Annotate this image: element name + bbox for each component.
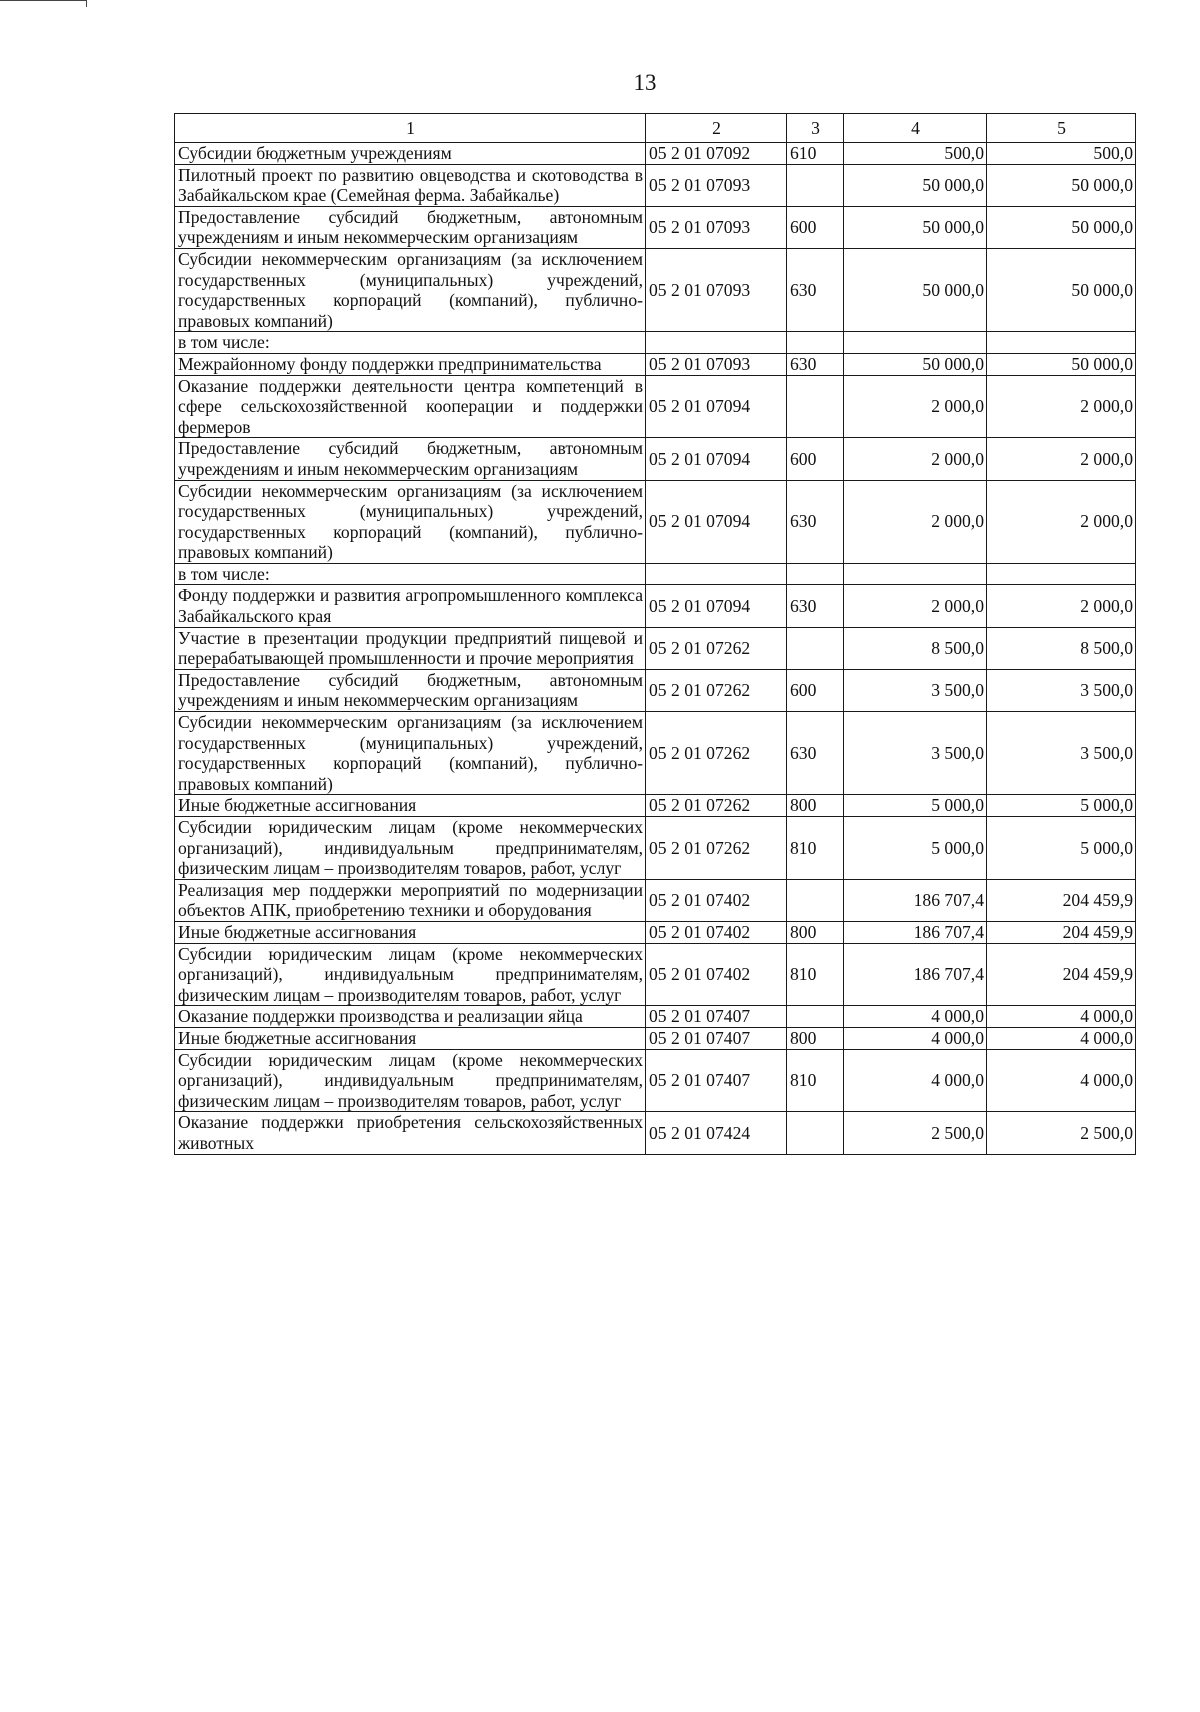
table-row bbox=[175, 795, 1136, 817]
row-name: Оказание поддержки приобретения сельскохозяйственных животных bbox=[175, 1112, 646, 1154]
row-value-year-2: 204 459,9 bbox=[987, 921, 1136, 943]
row-expense-type: 630 bbox=[787, 248, 844, 331]
row-code: 05 2 01 07094 bbox=[646, 438, 787, 480]
row-value-year-2: 50 000,0 bbox=[987, 164, 1136, 206]
row-name: Субсидии некоммерческим организациям (за исключением государственных (муниципальных) учреждений, государственных корпораций (компаний), публично-правовых компаний) bbox=[175, 712, 646, 795]
row-expense-type: 600 bbox=[787, 438, 844, 480]
row-code: 05 2 01 07092 bbox=[646, 143, 787, 165]
row-expense-type: 630 bbox=[787, 353, 844, 375]
row-value-year-2: 50 000,0 bbox=[987, 353, 1136, 375]
table-row bbox=[175, 712, 1136, 795]
table-row bbox=[175, 480, 1136, 563]
table-row bbox=[175, 1027, 1136, 1049]
table-row bbox=[175, 943, 1136, 1006]
row-expense-type: 800 bbox=[787, 1027, 844, 1049]
row-value-year-1: 50 000,0 bbox=[844, 206, 987, 248]
row-code: 05 2 01 07093 bbox=[646, 164, 787, 206]
budget-table bbox=[174, 113, 1136, 1155]
row-value-year-1: 50 000,0 bbox=[844, 164, 987, 206]
header-col-3: 3 bbox=[787, 114, 844, 143]
row-expense-type: 800 bbox=[787, 795, 844, 817]
table-body bbox=[175, 143, 1136, 1155]
table-row bbox=[175, 1112, 1136, 1154]
row-expense-type: 800 bbox=[787, 921, 844, 943]
row-name: в том числе: bbox=[175, 563, 646, 585]
row-value-year-1: 8 500,0 bbox=[844, 627, 987, 669]
row-name: Предоставление субсидий бюджетным, автономным учреждениям и иным некоммерческим организациям bbox=[175, 206, 646, 248]
row-code: 05 2 01 07094 bbox=[646, 585, 787, 627]
row-code: 05 2 01 07094 bbox=[646, 375, 787, 438]
row-code: 05 2 01 07402 bbox=[646, 879, 787, 921]
table-row bbox=[175, 438, 1136, 480]
row-value-year-1: 186 707,4 bbox=[844, 943, 987, 1006]
row-expense-type bbox=[787, 375, 844, 438]
row-value-year-1: 186 707,4 bbox=[844, 921, 987, 943]
row-value-year-1: 5 000,0 bbox=[844, 795, 987, 817]
page-number: 13 bbox=[633, 70, 657, 95]
row-value-year-1: 3 500,0 bbox=[844, 669, 987, 711]
row-value-year-2: 204 459,9 bbox=[987, 879, 1136, 921]
row-value-year-1: 2 000,0 bbox=[844, 375, 987, 438]
table-row bbox=[175, 164, 1136, 206]
row-value-year-1: 2 500,0 bbox=[844, 1112, 987, 1154]
row-name: Субсидии некоммерческим организациям (за исключением государственных (муниципальных) учреждений, государственных корпораций (компаний), публично-правовых компаний) bbox=[175, 248, 646, 331]
row-value-year-1: 4 000,0 bbox=[844, 1027, 987, 1049]
row-value-year-2: 500,0 bbox=[987, 143, 1136, 165]
row-expense-type bbox=[787, 164, 844, 206]
row-code: 05 2 01 07093 bbox=[646, 206, 787, 248]
row-name: в том числе: bbox=[175, 332, 646, 354]
row-value-year-1 bbox=[844, 563, 987, 585]
table-row bbox=[175, 353, 1136, 375]
row-value-year-2: 4 000,0 bbox=[987, 1049, 1136, 1112]
row-name: Реализация мер поддержки мероприятий по модернизации объектов АПК, приобретению техники и оборудования bbox=[175, 879, 646, 921]
row-code: 05 2 01 07094 bbox=[646, 480, 787, 563]
row-value-year-2: 3 500,0 bbox=[987, 669, 1136, 711]
row-expense-type bbox=[787, 627, 844, 669]
row-expense-type: 610 bbox=[787, 143, 844, 165]
row-name: Межрайонному фонду поддержки предпринимательства bbox=[175, 353, 646, 375]
table-row bbox=[175, 375, 1136, 438]
row-name: Участие в презентации продукции предприятий пищевой и перерабатывающей промышленности и прочие мероприятия bbox=[175, 627, 646, 669]
row-name: Субсидии юридическим лицам (кроме некоммерческих организаций), индивидуальным предпринимателям, физическим лицам – производителям товаров, работ, услуг bbox=[175, 817, 646, 880]
row-code: 05 2 01 07093 bbox=[646, 248, 787, 331]
table-row bbox=[175, 206, 1136, 248]
row-name: Пилотный проект по развитию овцеводства и скотоводства в Забайкальском крае (Семейная ферма. Забайкалье) bbox=[175, 164, 646, 206]
table-row bbox=[175, 563, 1136, 585]
row-expense-type: 630 bbox=[787, 585, 844, 627]
row-value-year-2: 4 000,0 bbox=[987, 1027, 1136, 1049]
row-code: 05 2 01 07093 bbox=[646, 353, 787, 375]
row-name: Иные бюджетные ассигнования bbox=[175, 921, 646, 943]
row-name: Оказание поддержки производства и реализации яйца bbox=[175, 1006, 646, 1028]
row-value-year-1: 2 000,0 bbox=[844, 438, 987, 480]
row-name: Предоставление субсидий бюджетным, автономным учреждениям и иным некоммерческим организациям bbox=[175, 669, 646, 711]
table-row bbox=[175, 669, 1136, 711]
row-value-year-2: 5 000,0 bbox=[987, 795, 1136, 817]
row-value-year-2: 2 000,0 bbox=[987, 375, 1136, 438]
table-row bbox=[175, 248, 1136, 331]
row-value-year-1: 50 000,0 bbox=[844, 248, 987, 331]
row-value-year-2: 50 000,0 bbox=[987, 248, 1136, 331]
row-value-year-1: 2 000,0 bbox=[844, 480, 987, 563]
table-row bbox=[175, 585, 1136, 627]
row-code: 05 2 01 07262 bbox=[646, 669, 787, 711]
row-code: 05 2 01 07424 bbox=[646, 1112, 787, 1154]
row-name: Оказание поддержки деятельности центра компетенций в сфере сельскохозяйственной кооперации и поддержки фермеров bbox=[175, 375, 646, 438]
row-expense-type: 600 bbox=[787, 206, 844, 248]
row-value-year-2: 3 500,0 bbox=[987, 712, 1136, 795]
row-value-year-2: 2 000,0 bbox=[987, 438, 1136, 480]
table-row bbox=[175, 332, 1136, 354]
row-value-year-1: 186 707,4 bbox=[844, 879, 987, 921]
row-name: Субсидии бюджетным учреждениям bbox=[175, 143, 646, 165]
table-row bbox=[175, 1049, 1136, 1112]
header-col-4: 4 bbox=[844, 114, 987, 143]
row-name: Фонду поддержки и развития агропромышленного комплекса Забайкальского края bbox=[175, 585, 646, 627]
table-row bbox=[175, 1006, 1136, 1028]
row-expense-type: 810 bbox=[787, 817, 844, 880]
header-col-2: 2 bbox=[646, 114, 787, 143]
row-expense-type bbox=[787, 332, 844, 354]
row-value-year-2 bbox=[987, 563, 1136, 585]
row-expense-type bbox=[787, 563, 844, 585]
row-value-year-2: 2 500,0 bbox=[987, 1112, 1136, 1154]
row-value-year-2: 2 000,0 bbox=[987, 480, 1136, 563]
row-value-year-2: 5 000,0 bbox=[987, 817, 1136, 880]
row-expense-type: 630 bbox=[787, 480, 844, 563]
scan-edge-line bbox=[0, 0, 87, 7]
row-value-year-1 bbox=[844, 332, 987, 354]
row-code: 05 2 01 07262 bbox=[646, 712, 787, 795]
row-value-year-1: 500,0 bbox=[844, 143, 987, 165]
row-expense-type: 810 bbox=[787, 1049, 844, 1112]
row-code: 05 2 01 07407 bbox=[646, 1027, 787, 1049]
row-name: Иные бюджетные ассигнования bbox=[175, 1027, 646, 1049]
row-value-year-1: 3 500,0 bbox=[844, 712, 987, 795]
row-name: Иные бюджетные ассигнования bbox=[175, 795, 646, 817]
row-expense-type bbox=[787, 1112, 844, 1154]
header-row bbox=[175, 114, 1136, 143]
table-row bbox=[175, 879, 1136, 921]
table-row bbox=[175, 817, 1136, 880]
row-code bbox=[646, 563, 787, 585]
header-col-1: 1 bbox=[175, 114, 646, 143]
row-value-year-2: 204 459,9 bbox=[987, 943, 1136, 1006]
row-value-year-2 bbox=[987, 332, 1136, 354]
table-row bbox=[175, 627, 1136, 669]
row-value-year-2: 2 000,0 bbox=[987, 585, 1136, 627]
row-code: 05 2 01 07407 bbox=[646, 1049, 787, 1112]
row-expense-type bbox=[787, 879, 844, 921]
row-value-year-1: 4 000,0 bbox=[844, 1006, 987, 1028]
row-code bbox=[646, 332, 787, 354]
row-name: Субсидии некоммерческим организациям (за исключением государственных (муниципальных) учреждений, государственных корпораций (компаний), публично-правовых компаний) bbox=[175, 480, 646, 563]
table-row bbox=[175, 921, 1136, 943]
row-value-year-2: 4 000,0 bbox=[987, 1006, 1136, 1028]
row-code: 05 2 01 07402 bbox=[646, 943, 787, 1006]
row-name: Субсидии юридическим лицам (кроме некоммерческих организаций), индивидуальным предпринимателям, физическим лицам – производителям товаров, работ, услуг bbox=[175, 943, 646, 1006]
row-code: 05 2 01 07407 bbox=[646, 1006, 787, 1028]
row-expense-type bbox=[787, 1006, 844, 1028]
row-value-year-1: 2 000,0 bbox=[844, 585, 987, 627]
row-value-year-1: 5 000,0 bbox=[844, 817, 987, 880]
row-expense-type: 600 bbox=[787, 669, 844, 711]
header-col-5: 5 bbox=[987, 114, 1136, 143]
row-value-year-2: 50 000,0 bbox=[987, 206, 1136, 248]
row-code: 05 2 01 07262 bbox=[646, 795, 787, 817]
row-code: 05 2 01 07262 bbox=[646, 627, 787, 669]
row-value-year-1: 4 000,0 bbox=[844, 1049, 987, 1112]
row-expense-type: 630 bbox=[787, 712, 844, 795]
row-code: 05 2 01 07402 bbox=[646, 921, 787, 943]
row-code: 05 2 01 07262 bbox=[646, 817, 787, 880]
row-expense-type: 810 bbox=[787, 943, 844, 1006]
row-name: Субсидии юридическим лицам (кроме некоммерческих организаций), индивидуальным предпринимателям, физическим лицам – производителям товаров, работ, услуг bbox=[175, 1049, 646, 1112]
row-value-year-1: 50 000,0 bbox=[844, 353, 987, 375]
row-name: Предоставление субсидий бюджетным, автономным учреждениям и иным некоммерческим организациям bbox=[175, 438, 646, 480]
table-row bbox=[175, 143, 1136, 165]
row-value-year-2: 8 500,0 bbox=[987, 627, 1136, 669]
